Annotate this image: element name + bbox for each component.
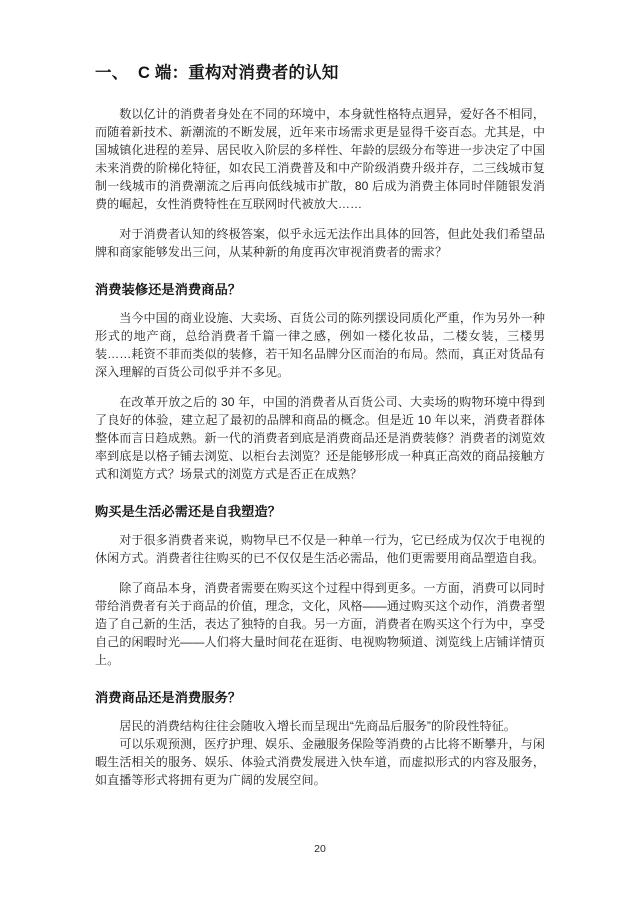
section-3-paragraph-2: 可以乐观预测，医疗护理、娱乐、金融服务保险等消费的占比将不断攀升，与闲暇生活相关的服务、娱乐、体验式消费发展进入快车道，而虚拟形式的内容及服务，如直播等形式将拥有更为广阔的发展空间。 [95, 736, 545, 787]
section-heading-3: 消费商品还是消费服务？ [95, 690, 242, 706]
section-2-paragraph-2: 除了商品本身，消费者需要在购买这个过程中得到更多。一方面，消费可以同时带给消费者有关于商品的价值，理念，文化，风格——通过购买这个动作，消费者塑造了自己新的生活，表达了独特的自我。另一方面，消费者在购买这个行为中，享受自己的闲暇时光——人们将大量时间花在逛街、电视购物频道、浏览线上店铺详情页上。 [95, 580, 545, 667]
section-2-paragraph-1: 对于很多消费者来说，购物早已不仅是一种单一行为，它已经成为仅次于电视的休闲方式。消费者往往购买的已不仅仅是生活必需品，他们更需要用商品塑造自我。 [95, 532, 545, 565]
section-1-paragraph-1: 当今中国的商业设施、大卖场、百货公司的陈列摆设同质化严重，作为另外一种形式的地产商，总给消费者千篇一律之感，例如一楼化妆品，二楼女装，三楼男装……耗资不菲而类似的装修，若干知名品牌分区而治的布局。然而，真正对货品有深入理解的百货公司似乎并不多见。 [95, 310, 545, 379]
section-3-paragraph-1: 居民的消费结构往往会随收入增长而呈现出“先商品后服务”的阶段性特征。 [119, 718, 516, 733]
paragraph-intro-1: 数以亿计的消费者身处在不同的环境中，本身就性格特点迥异，爱好各不相同，而随着新技术、新潮流的不断发展，近年来市场需求更是显得千姿百态。尤其是，中国城镇化进程的差异、居民收入阶层的多样性、年龄的层级分布等进一步决定了中国未来消费的阶梯化特征，如农民工消费普及和中产阶级消费升级并存，二三线城市复制一线城市的消费潮流之后再向低线城市扩散，80 后成为消费主体同时伴随银发消费的崛起，女性消费特性在互联网时代被放大…… [95, 106, 545, 212]
section-heading-2: 购买是生活必需还是自我塑造？ [95, 504, 282, 520]
page-number: 20 [314, 843, 326, 855]
section-1-paragraph-2: 在改革开放之后的 30 年，中国的消费者从百货公司、大卖场的购物环境中得到了良好的体验，建立起了最初的品牌和商品的概念。但是近 10 年以来，消费者群体整体而言日趋成熟。新一代的消费者到底是消费商品还是消费装修？消费者的浏览效率到底是以格子铺去浏览、以柜台去浏览？还是能够形成一种真正高效的商品接触方式和浏览方式？场景式的浏览方式是否正在成熟？ [95, 394, 545, 482]
document-body [95, 62, 545, 801]
paragraph-intro-2: 对于消费者认知的终极答案，似乎永远无法作出具体的回答，但此处我们希望品牌和商家能够发出三问，从某种新的角度再次审视消费者的需求？ [95, 227, 545, 260]
page-title: 一、 C 端：重构对消费者的认知 [95, 64, 339, 82]
section-heading-1: 消费装修还是消费商品？ [95, 282, 242, 298]
